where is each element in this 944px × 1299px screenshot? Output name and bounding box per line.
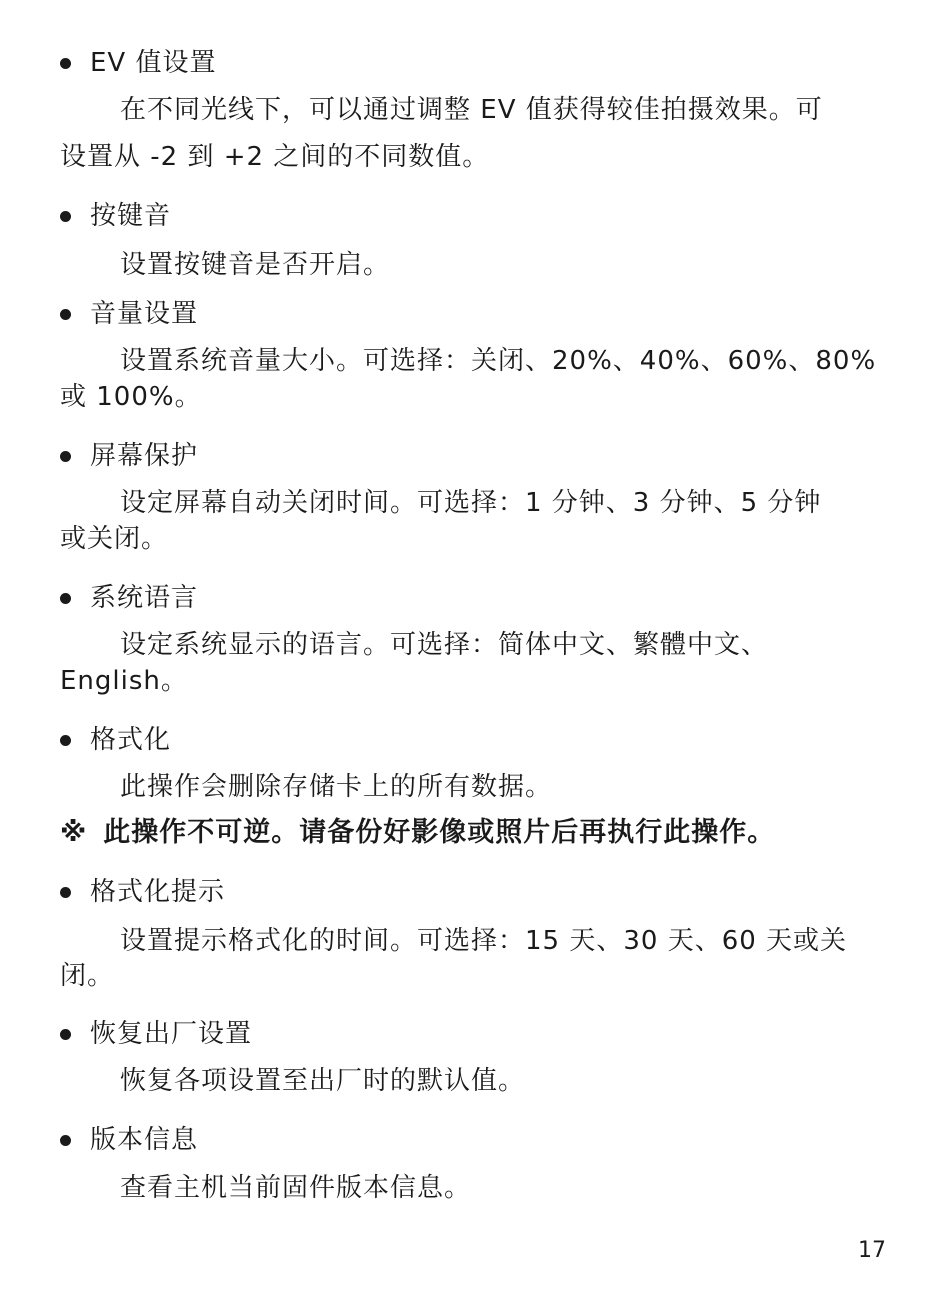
section-body-key-tone-line-1: 设置按键音是否开启。 [120,250,391,280]
bullet-icon [60,593,71,604]
section-title-language: 系统语言 [90,583,199,613]
section-body-language-line-2: English。 [60,666,188,696]
reference-mark-icon: ※ [60,817,88,848]
section-body-factory-reset-line-1: 恢复各项设置至出厂时的默认值。 [120,1066,526,1096]
section-title-ev: EV 值设置 [90,48,217,78]
section-body-ev-line-2: 设置从 -2 到 +2 之间的不同数值。 [60,142,490,172]
bullet-icon [60,735,71,746]
section-body-format-reminder-line-1: 设置提示格式化的时间。可选择：15 天、30 天、60 天或关 [120,926,848,956]
page-number: 17 [858,1238,886,1263]
format-warning-text: 此操作不可逆。请备份好影像或照片后再执行此操作。 [103,817,776,848]
bullet-icon [60,887,71,898]
bullet-icon [60,211,71,222]
section-title-version: 版本信息 [90,1125,199,1155]
section-body-ev-line-1: 在不同光线下，可以通过调整 EV 值获得较佳拍摄效果。可 [120,95,823,125]
section-body-version-line-1: 查看主机当前固件版本信息。 [120,1173,472,1203]
section-title-volume: 音量设置 [90,299,199,329]
section-body-volume-line-1: 设置系统音量大小。可选择：关闭、20%、40%、60%、80% [120,346,877,376]
bullet-icon [60,1029,71,1040]
bullet-icon [60,451,71,462]
section-title-format-reminder: 格式化提示 [90,877,226,907]
section-body-screensaver-line-2: 或关闭。 [60,524,169,554]
section-title-factory-reset: 恢复出厂设置 [90,1019,253,1049]
bullet-icon [60,309,71,320]
bullet-icon [60,1135,71,1146]
section-title-screensaver: 屏幕保护 [90,441,199,471]
section-body-format-line-1: 此操作会删除存储卡上的所有数据。 [120,772,553,802]
section-body-language-line-1: 设定系统显示的语言。可选择：简体中文、繁體中文、 [120,630,769,660]
section-body-screensaver-line-1: 设定屏幕自动关闭时间。可选择：1 分钟、3 分钟、5 分钟 [120,488,822,518]
section-body-format-reminder-line-2: 闭。 [60,961,115,991]
section-title-format: 格式化 [90,725,172,755]
section-title-key-tone: 按键音 [90,201,172,231]
section-body-volume-line-2: 或 100%。 [60,382,202,412]
format-warning [60,817,775,849]
bullet-icon [60,58,71,69]
